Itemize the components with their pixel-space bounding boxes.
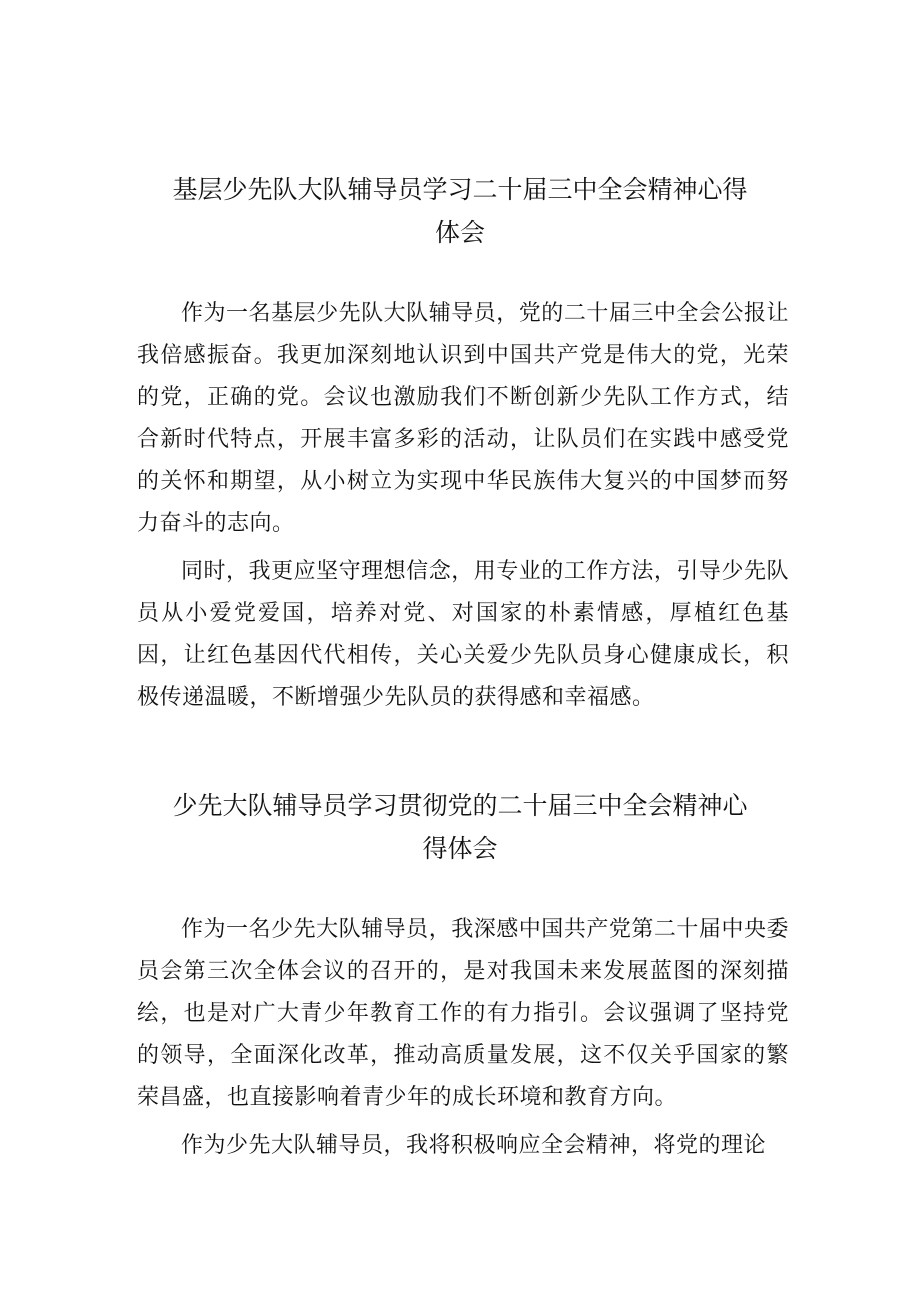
article1-title-line1: 基层少先队大队辅导员学习二十届三中全会精神心得 <box>172 175 748 204</box>
article2-title-line1: 少先大队辅导员学习贯彻党的二十届三中全会精神心 <box>172 791 748 820</box>
article1-paragraph-1: 作为一名基层少先队大队辅导员，党的二十届三中全会公报让我倍感振奋。我更加深刻地认识到中国共产党是伟大的党，光荣的党，正确的党。会议也激励我们不断创新少先队工作方式，结合新时代特点，开展丰富多彩的活动，让队员们在实践中感受党的关怀和期望，从小树立为实现中华民族伟大复兴的中国梦而努力奋斗的志向。 <box>137 301 789 536</box>
article1-title <box>130 168 790 254</box>
article1-title-line2: 体会 <box>434 218 485 247</box>
article2-paragraph-1: 作为一名少先大队辅导员，我深感中国共产党第二十届中央委员会第三次全体会议的召开的，是对我国未来发展蓝图的深刻描绘，也是对广大青少年教育工作的有力指引。会议强调了坚持党的领导，全面深化改革，推动高质量发展，这不仅关乎国家的繁荣昌盛，也直接影响着青少年的成长环境和教育方向。 <box>137 917 789 1110</box>
article2-title-line2: 得体会 <box>422 834 498 863</box>
article2-paragraph-2: 作为少先大队辅导员，我将积极响应全会精神，将党的理论 <box>181 1133 767 1158</box>
article1-paragraph-2: 同时，我更应坚守理想信念，用专业的工作方法，引导少先队员从小爱党爱国，培养对党、对国家的朴素情感，厚植红色基因，让红色基因代代相传，关心关爱少先队员身心健康成长，积极传递温暖，不断增强少先队员的获得感和幸福感。 <box>137 559 789 710</box>
article2-title <box>130 784 790 870</box>
